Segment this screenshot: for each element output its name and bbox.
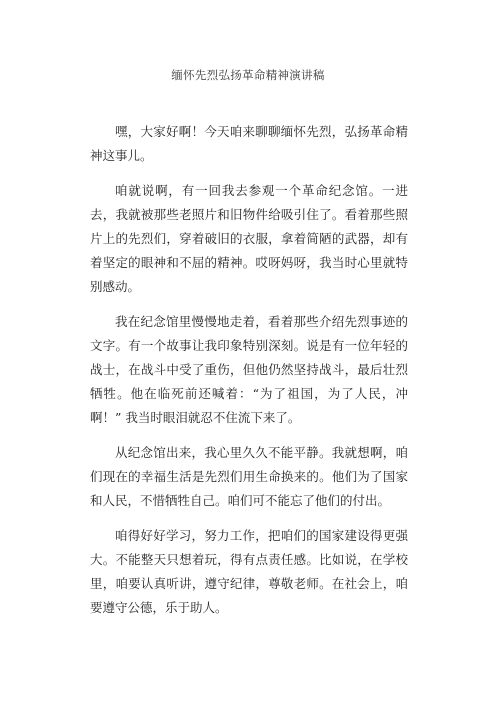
paragraph-4: 从纪念馆出来，我心里久久不能平静。我就想啊，咱们现在的幸福生活是先烈们用生命换来的。他们为了国家和人民，不惜牺牲自己。咱们可不能忘了他们的付出。 [90, 445, 408, 508]
paragraph-5: 咱得好好学习，努力工作，把咱们的国家建设得更强大。不能整天只想着玩，得有点责任感。比如说，在学校里，咱要认真听讲，遵守纪律，尊敬老师。在社会上，咱要遵守公德，乐于助人。 [90, 528, 408, 615]
document-body [90, 120, 408, 631]
document-title: 缅怀先烈弘扬革命精神演讲稿 [171, 68, 325, 82]
paragraph-1: 嘿，大家好啊！今天咱来聊聊缅怀先烈，弘扬革命精神这事儿。 [90, 124, 408, 163]
paragraph-2: 咱就说啊，有一回我去参观一个革命纪念馆。一进去，我就被那些老照片和旧物件给吸引住了。看着那些照片上的先烈们，穿着破旧的衣服，拿着简陋的武器，却有着坚定的眼神和不屈的精神。哎呀妈呀，我当时心里就特别感动。 [90, 183, 408, 294]
paragraph-3: 我在纪念馆里慢慢地走着，看着那些介绍先烈事迹的文字。有一个故事让我印象特别深刻。说是有一位年轻的战士，在战斗中受了重伤，但他仍然坚持战斗，最后壮烈牺牲。他在临死前还喊着：“为了祖国，为了人民，冲啊！” 我当时眼泪就忍不住流下来了。 [90, 314, 408, 425]
